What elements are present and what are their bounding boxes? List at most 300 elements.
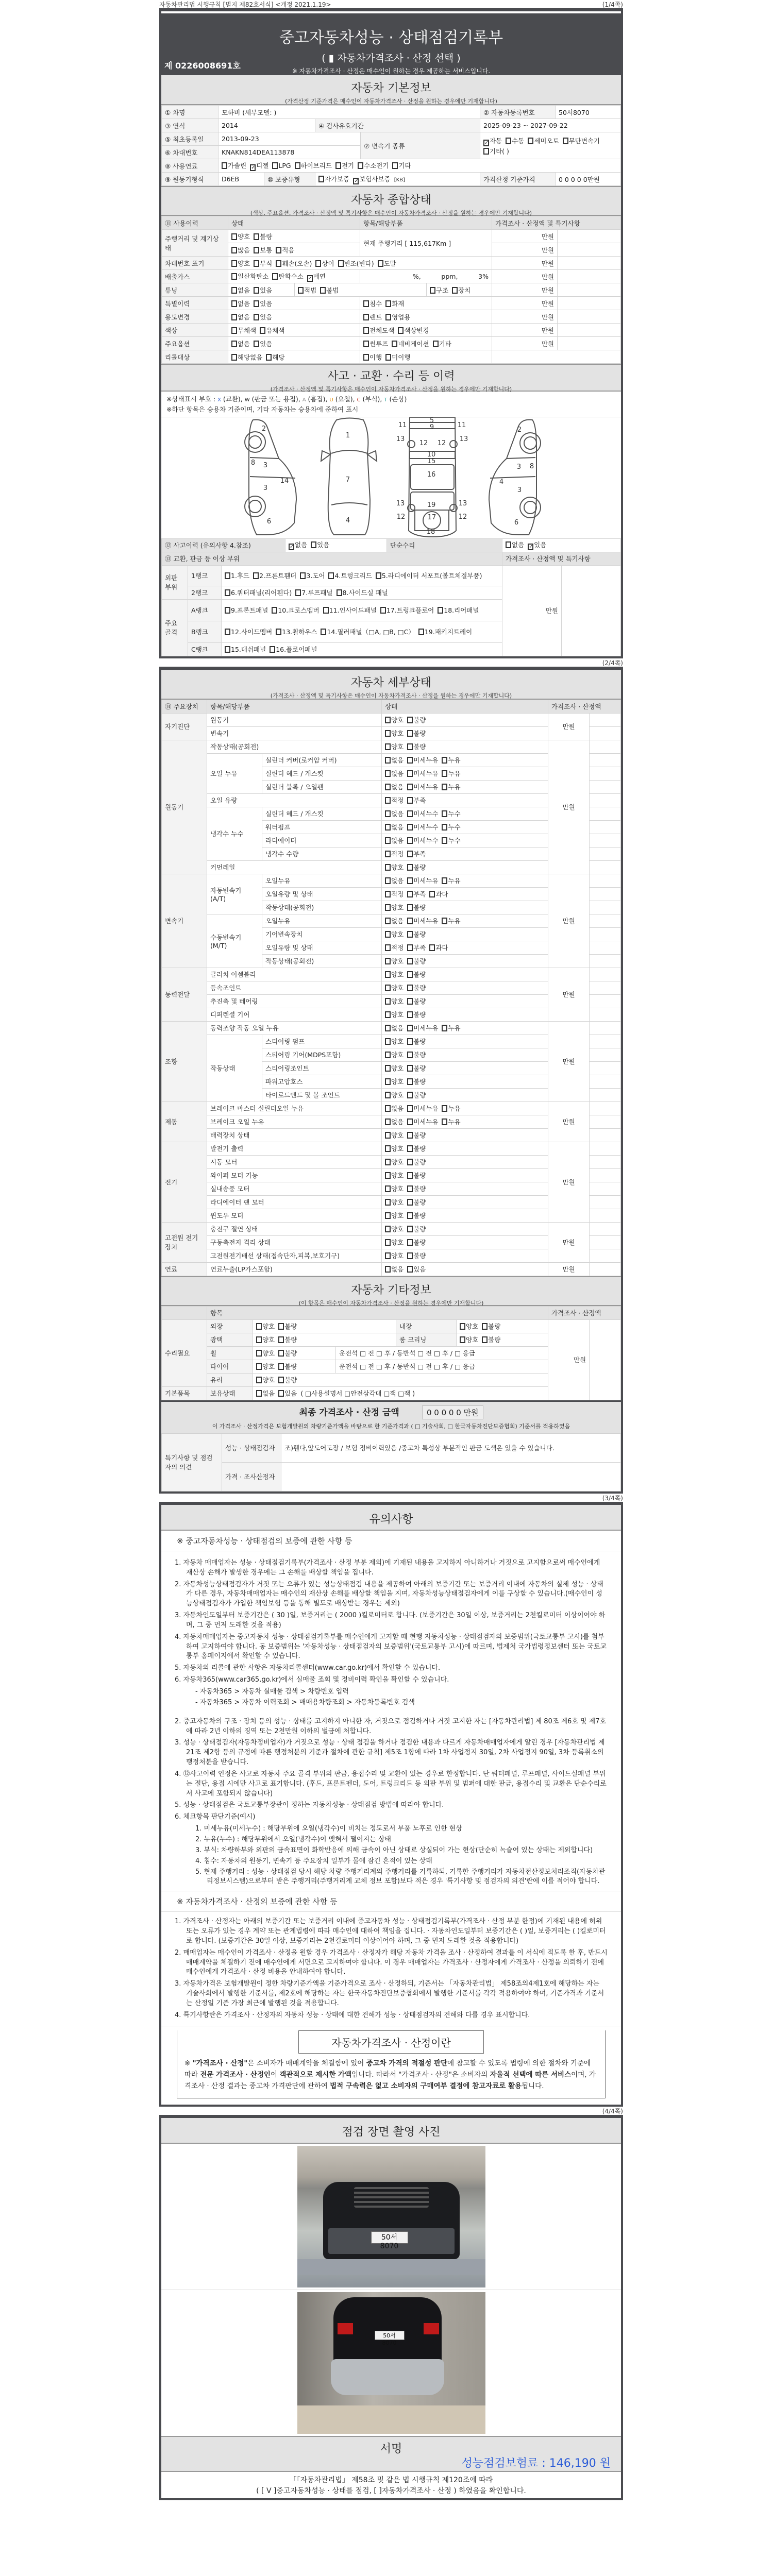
checkbox[interactable] [272,607,277,614]
checkbox[interactable] [295,589,301,596]
checkbox[interactable] [385,717,391,723]
checkbox[interactable] [225,629,230,635]
checkbox-checked[interactable]: ✓ [251,164,256,171]
checkbox-option[interactable] [307,273,326,280]
checkbox-option[interactable] [385,1252,404,1260]
checkbox-checked[interactable]: ✓ [290,544,294,550]
checkbox-option[interactable] [407,743,426,751]
checkbox[interactable] [407,770,413,777]
checkbox[interactable] [407,1239,413,1246]
checkbox-option[interactable] [407,1051,426,1059]
price-input[interactable] [590,1101,621,1115]
checkbox-option[interactable] [460,1323,478,1330]
checkbox-option[interactable] [231,273,268,280]
checkbox[interactable] [407,730,413,737]
checkbox[interactable] [225,572,230,579]
checkbox-option[interactable] [407,1225,426,1233]
price-input[interactable] [590,1115,621,1128]
checkbox-option[interactable] [270,646,317,653]
checkbox-option[interactable] [407,1118,438,1126]
checkbox-option[interactable] [442,823,460,831]
checkbox-option[interactable] [231,327,256,334]
price-input[interactable] [558,324,621,337]
checkbox[interactable] [295,162,300,169]
checkbox-option[interactable] [429,944,448,952]
price-input[interactable] [590,767,621,780]
checkbox-option[interactable] [254,286,272,294]
checkbox[interactable] [270,646,275,653]
checkbox-option[interactable] [407,957,426,965]
checkbox-option[interactable] [407,917,438,925]
checkbox-option[interactable] [256,1336,275,1344]
checkbox-option[interactable] [385,944,404,952]
checkbox[interactable] [385,1239,391,1246]
checkbox[interactable] [418,629,424,635]
checkbox[interactable] [442,757,447,764]
checkbox[interactable] [385,1118,391,1125]
checkbox-option[interactable] [300,572,325,580]
checkbox-option[interactable] [407,770,438,777]
checkbox-option[interactable] [318,175,349,183]
checkbox-option[interactable] [298,286,316,294]
checkbox-option[interactable] [506,137,524,145]
checkbox-option[interactable] [407,796,426,804]
checkbox-option[interactable] [254,233,272,241]
checkbox-option[interactable] [385,1239,404,1246]
checkbox-option[interactable] [380,606,434,614]
price-input[interactable] [590,1319,621,1400]
checkbox[interactable] [253,572,259,579]
price-input[interactable] [590,713,621,726]
checkbox[interactable] [254,314,259,320]
checkbox-option[interactable] [385,1078,404,1086]
checkbox[interactable] [407,1185,413,1192]
price-input[interactable] [590,1168,621,1182]
price-input[interactable] [590,1088,621,1101]
checkbox[interactable] [380,607,386,614]
checkbox-option[interactable] [407,850,426,858]
checkbox-option[interactable] [407,1158,426,1166]
checkbox[interactable] [407,824,413,831]
checkbox[interactable] [407,1172,413,1179]
checkbox-option[interactable] [254,300,272,308]
checkbox-option[interactable] [320,286,339,294]
checkbox[interactable] [278,1336,284,1343]
price-input[interactable] [590,753,621,767]
checkbox-option[interactable] [231,286,250,294]
checkbox[interactable] [407,864,413,871]
checkbox[interactable] [385,944,391,951]
price-input[interactable] [590,1075,621,1088]
price-input[interactable] [590,780,621,793]
checkbox-option[interactable] [231,300,250,308]
checkbox[interactable] [407,1132,413,1139]
checkbox[interactable] [225,607,230,614]
checkbox[interactable] [278,1323,284,1330]
checkbox-option[interactable] [385,743,404,751]
checkbox[interactable] [407,1092,413,1098]
checkbox-option[interactable] [376,572,482,580]
checkbox[interactable] [231,314,237,320]
checkbox-option[interactable] [407,890,426,898]
checkbox-option[interactable] [438,606,479,614]
checkbox-option[interactable] [385,1225,404,1233]
checkbox-option[interactable] [385,1265,404,1273]
checkbox[interactable] [407,810,413,817]
checkbox-option[interactable] [225,646,266,653]
price-input[interactable] [590,994,621,1008]
checkbox[interactable] [407,743,413,750]
checkbox-option[interactable] [385,837,404,844]
checkbox-option[interactable] [256,1363,275,1370]
checkbox-option[interactable] [253,572,296,580]
checkbox-option[interactable] [276,628,317,636]
checkbox-option[interactable] [272,162,291,170]
checkbox-option[interactable] [442,1118,460,1126]
checkbox-option[interactable] [442,877,460,885]
checkbox[interactable] [300,572,306,579]
checkbox-option[interactable] [442,1105,460,1112]
price-input[interactable] [590,793,621,807]
checkbox[interactable] [407,904,413,911]
checkbox[interactable] [385,770,391,777]
checkbox-option[interactable] [225,572,249,580]
checkbox[interactable] [442,784,447,790]
checkbox[interactable] [407,1212,413,1219]
checkbox[interactable] [231,273,237,280]
checkbox-option[interactable] [254,340,272,348]
checkbox[interactable] [256,1336,262,1343]
checkbox-option[interactable] [272,606,319,614]
checkbox[interactable] [385,904,391,911]
checkbox[interactable] [385,354,391,361]
checkbox-option[interactable] [460,1336,478,1344]
checkbox[interactable] [358,162,363,169]
checkbox-option[interactable] [338,260,374,267]
price-input[interactable] [590,1128,621,1142]
checkbox-option[interactable] [482,1336,500,1344]
price-input[interactable] [590,860,621,874]
checkbox[interactable] [311,541,316,548]
checkbox-option[interactable] [407,971,426,978]
checkbox[interactable] [385,1092,391,1098]
checkbox-option[interactable] [272,273,303,280]
checkbox[interactable] [385,1145,391,1152]
checkbox-option[interactable] [407,997,426,1005]
checkbox-option[interactable] [358,162,389,170]
checkbox[interactable] [407,717,413,723]
checkbox[interactable] [385,730,391,737]
checkbox-option[interactable] [407,1011,426,1019]
checkbox-option[interactable] [266,353,284,361]
checkbox-option[interactable] [482,1323,500,1330]
checkbox[interactable] [482,1323,488,1330]
checkbox-option[interactable] [385,1024,404,1032]
checkbox-option[interactable] [323,606,377,614]
checkbox-option[interactable] [231,353,262,361]
checkbox[interactable] [256,1390,262,1397]
checkbox-option[interactable] [385,1038,404,1045]
checkbox[interactable] [385,1065,391,1072]
checkbox-option[interactable] [407,1078,426,1086]
checkbox[interactable] [407,985,413,991]
price-input[interactable] [590,927,621,941]
price-input[interactable] [558,243,621,257]
checkbox-option[interactable] [385,984,404,992]
checkbox-option[interactable] [385,1185,404,1193]
checkbox[interactable] [407,1159,413,1165]
checkbox[interactable] [278,1363,284,1370]
price-input[interactable] [590,740,621,753]
checkbox-option[interactable] [231,233,250,241]
price-input[interactable] [590,901,621,914]
checkbox-option[interactable] [278,1376,297,1384]
price-input[interactable] [590,1008,621,1021]
checkbox[interactable] [442,1105,447,1112]
checkbox-option[interactable] [315,260,334,267]
checkbox-option[interactable] [385,823,404,831]
checkbox-option[interactable] [378,260,396,267]
checkbox-option[interactable] [407,1212,426,1219]
checkbox[interactable] [278,1377,284,1383]
checkbox[interactable] [225,589,230,596]
checkbox-option[interactable] [276,246,294,254]
checkbox-option[interactable] [442,783,460,791]
price-input[interactable] [590,1235,621,1249]
checkbox-option[interactable] [407,730,426,737]
checkbox[interactable] [385,851,391,857]
checkbox-option[interactable] [385,850,404,858]
checkbox[interactable] [385,958,391,964]
checkbox-option[interactable] [407,863,426,871]
checkbox-option[interactable] [385,1131,404,1139]
checkbox-option[interactable] [385,730,404,737]
price-input[interactable] [558,337,621,350]
checkbox-option[interactable] [407,944,426,952]
checkbox[interactable] [442,1118,447,1125]
checkbox-option[interactable] [385,1091,404,1099]
checkbox[interactable] [429,891,435,897]
price-input[interactable] [590,1142,621,1155]
checkbox[interactable] [407,1199,413,1206]
checkbox[interactable] [385,837,391,844]
checkbox[interactable] [407,1078,413,1085]
checkbox[interactable] [385,1105,391,1112]
checkbox[interactable] [506,541,511,548]
checkbox-option[interactable] [407,1091,426,1099]
price-input[interactable] [590,874,621,887]
checkbox[interactable] [407,757,413,764]
checkbox[interactable] [385,877,391,884]
checkbox[interactable] [254,260,259,267]
checkbox[interactable] [407,797,413,804]
checkbox-option[interactable] [385,1172,404,1179]
checkbox-option[interactable] [385,971,404,978]
checkbox-option[interactable] [385,716,404,724]
checkbox[interactable] [363,327,369,334]
checkbox[interactable] [407,1266,413,1273]
checkbox-option[interactable] [407,1239,426,1246]
checkbox-option[interactable] [385,1212,404,1219]
checkbox[interactable] [398,327,404,334]
checkbox[interactable] [363,314,369,320]
checkbox[interactable] [254,247,259,253]
checkbox[interactable] [482,1336,488,1343]
checkbox[interactable] [222,162,227,169]
checkbox-option[interactable] [225,589,292,597]
checkbox-option[interactable] [363,313,382,321]
checkbox[interactable] [385,1011,391,1018]
checkbox-option[interactable] [385,313,410,321]
checkbox-option[interactable] [407,783,438,791]
checkbox[interactable] [407,1226,413,1232]
checkbox[interactable] [407,1011,413,1018]
checkbox-option[interactable] [295,162,332,170]
checkbox[interactable] [385,743,391,750]
price-input[interactable] [590,981,621,994]
checkbox[interactable] [363,341,369,347]
checkbox[interactable] [407,958,413,964]
checkbox-option[interactable] [256,1323,275,1330]
checkbox-option[interactable] [506,541,524,549]
checkbox[interactable] [231,300,237,307]
checkbox[interactable] [563,138,568,144]
checkbox[interactable] [276,247,281,253]
price-input[interactable] [558,283,621,297]
checkbox-option[interactable] [260,327,284,334]
checkbox[interactable] [335,162,341,169]
checkbox-option[interactable] [321,628,414,636]
checkbox[interactable] [256,1377,262,1383]
checkbox[interactable] [385,1132,391,1139]
price-input[interactable] [590,941,621,954]
price-input[interactable] [590,1155,621,1168]
checkbox[interactable] [407,1118,413,1125]
checkbox[interactable] [407,931,413,938]
checkbox[interactable] [407,784,413,790]
checkbox[interactable] [385,1252,391,1259]
checkbox[interactable] [442,770,447,777]
checkbox[interactable] [385,797,391,804]
checkbox[interactable] [385,918,391,924]
checkbox[interactable] [407,971,413,978]
checkbox[interactable] [385,1226,391,1232]
checkbox-option[interactable] [335,162,354,170]
checkbox-option[interactable] [278,1349,297,1357]
price-input[interactable] [590,834,621,847]
price-input[interactable] [558,270,621,283]
checkbox[interactable] [231,354,237,361]
price-input[interactable] [590,968,621,981]
checkbox-option[interactable] [231,340,250,348]
price-input[interactable] [558,257,621,270]
checkbox[interactable] [407,1038,413,1045]
checkbox-option[interactable] [231,260,250,267]
price-input[interactable] [590,847,621,860]
checkbox[interactable] [460,1323,465,1330]
checkbox-option[interactable] [385,930,404,938]
checkbox-option[interactable] [433,340,451,348]
checkbox[interactable] [407,891,413,897]
checkbox-option[interactable] [407,837,438,844]
checkbox-option[interactable] [353,175,390,183]
checkbox[interactable] [320,287,326,294]
checkbox[interactable] [528,138,533,144]
checkbox[interactable] [231,287,237,294]
checkbox[interactable] [407,1252,413,1259]
checkbox-option[interactable] [407,904,426,911]
price-input[interactable] [590,807,621,820]
checkbox[interactable] [442,837,447,844]
checkbox[interactable] [231,247,237,253]
price-input[interactable] [558,297,621,310]
price-input[interactable] [590,1035,621,1048]
checkbox-option[interactable] [407,716,426,724]
checkbox[interactable] [385,824,391,831]
checkbox[interactable] [276,629,281,635]
checkbox[interactable] [392,341,397,347]
checkbox-option[interactable] [385,300,404,308]
checkbox[interactable] [433,341,439,347]
price-input[interactable] [590,914,621,927]
price-input[interactable] [590,820,621,834]
checkbox[interactable] [378,260,383,267]
checkbox[interactable] [278,1390,284,1397]
checkbox[interactable] [407,837,413,844]
checkbox-option[interactable] [295,589,332,597]
checkbox-option[interactable] [363,353,382,361]
checkbox[interactable] [385,810,391,817]
checkbox-option[interactable] [256,1349,275,1357]
checkbox-option[interactable] [385,796,404,804]
checkbox-option[interactable] [225,628,272,636]
checkbox-option[interactable] [407,984,426,992]
checkbox[interactable] [430,287,435,294]
checkbox[interactable] [442,810,447,817]
price-input[interactable] [590,1061,621,1075]
checkbox[interactable] [266,354,272,361]
checkbox-option[interactable] [337,589,388,597]
checkbox-checked[interactable]: ✓ [308,275,313,281]
checkbox-option[interactable] [418,628,472,636]
checkbox-option[interactable] [407,930,426,938]
checkbox-option[interactable] [385,890,404,898]
price-input[interactable] [558,230,621,243]
checkbox-option[interactable] [385,917,404,925]
checkbox-option[interactable] [407,1038,426,1045]
checkbox-option[interactable] [385,353,410,361]
checkbox[interactable] [385,1038,391,1045]
checkbox[interactable] [254,341,259,347]
checkbox[interactable] [385,757,391,764]
checkbox[interactable] [272,162,278,169]
checkbox-option[interactable] [250,162,268,170]
checkbox[interactable] [256,1323,262,1330]
price-input[interactable] [590,1209,621,1222]
checkbox[interactable] [407,998,413,1005]
price-input[interactable] [590,726,621,740]
checkbox[interactable] [385,1025,391,1031]
checkbox-option[interactable] [385,1118,404,1126]
checkbox-option[interactable] [385,997,404,1005]
checkbox[interactable] [385,784,391,790]
checkbox[interactable] [231,327,237,334]
checkbox[interactable] [442,1025,447,1031]
checkbox[interactable] [298,287,304,294]
checkbox[interactable] [438,607,443,614]
checkbox[interactable] [385,1199,391,1206]
checkbox-checked[interactable]: ✓ [529,544,533,550]
